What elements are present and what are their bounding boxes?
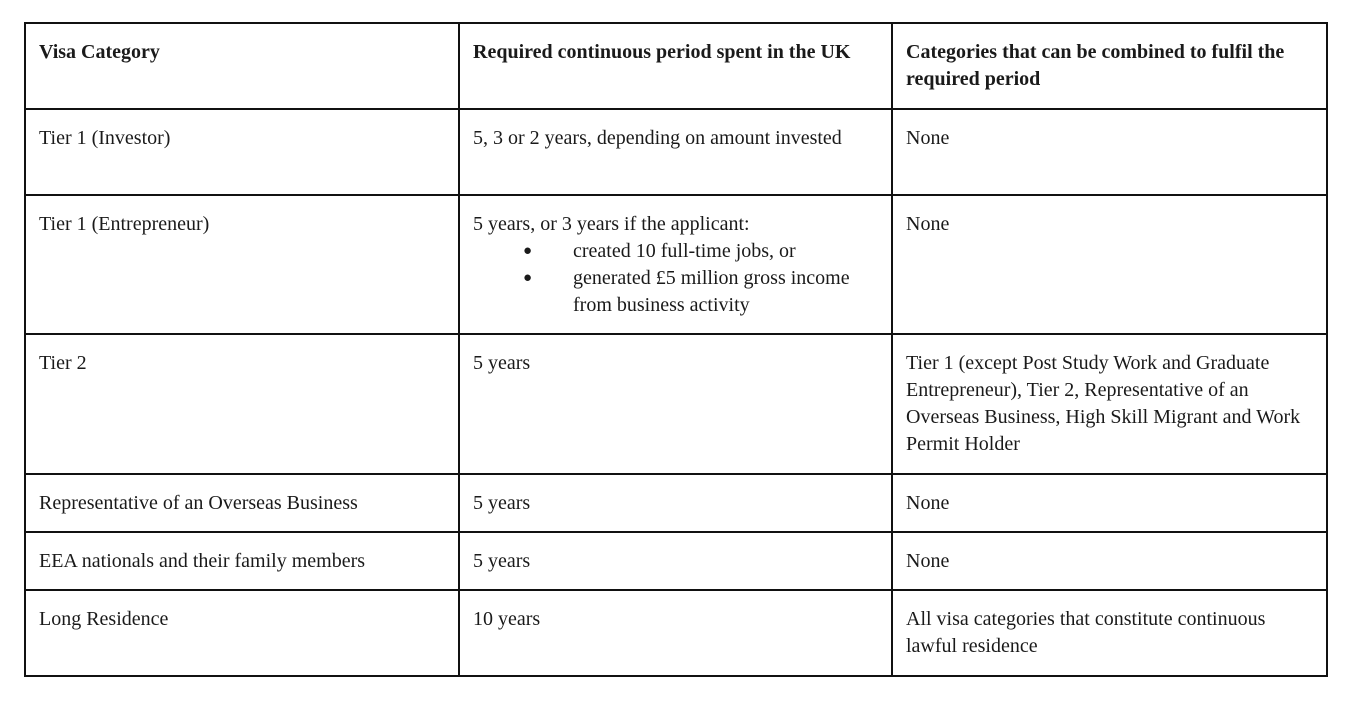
cell-visa-category: EEA nationals and their family members: [25, 532, 459, 590]
table-row: [25, 532, 1327, 590]
bullet-icon: ●: [523, 243, 533, 259]
table-row: [25, 590, 1327, 676]
list-item: [523, 265, 878, 319]
period-conditions-list: [473, 238, 878, 319]
period-intro-text: 5 years, or 3 years if the applicant:: [473, 213, 750, 235]
table-row: [25, 334, 1327, 474]
table-header-row: [25, 23, 1327, 109]
cell-combinable-categories: None: [892, 474, 1327, 532]
table-row: [25, 195, 1327, 334]
cell-combinable-categories: None: [892, 109, 1327, 195]
cell-combinable-categories: None: [892, 532, 1327, 590]
cell-combinable-categories: None: [892, 195, 1327, 334]
cell-required-period: 10 years: [459, 590, 892, 676]
header-visa-category: Visa Category: [25, 23, 459, 109]
table-row: [25, 474, 1327, 532]
cell-visa-category: Long Residence: [25, 590, 459, 676]
header-combinable-categories: Categories that can be combined to fulfil the required period: [892, 23, 1327, 109]
condition-text: generated £5 million gross income from business activity: [573, 267, 850, 316]
bullet-icon: ●: [523, 270, 533, 286]
cell-visa-category: Representative of an Overseas Business: [25, 474, 459, 532]
cell-combinable-categories: Tier 1 (except Post Study Work and Graduate Entrepreneur), Tier 2, Representative of an Overseas Business, High Skill Migrant and Work Permit Holder: [892, 334, 1327, 474]
cell-required-period: 5 years: [459, 474, 892, 532]
header-required-period: Required continuous period spent in the UK: [459, 23, 892, 109]
cell-combinable-categories: All visa categories that constitute continuous lawful residence: [892, 590, 1327, 676]
condition-text: created 10 full-time jobs, or: [573, 240, 796, 262]
visa-requirements-table: [24, 22, 1328, 677]
list-item: [523, 238, 878, 265]
cell-required-period: 5 years: [459, 532, 892, 590]
cell-required-period: [459, 195, 892, 334]
table-row: [25, 109, 1327, 195]
cell-visa-category: Tier 2: [25, 334, 459, 474]
cell-visa-category: Tier 1 (Investor): [25, 109, 459, 195]
cell-required-period: 5, 3 or 2 years, depending on amount invested: [459, 109, 892, 195]
cell-visa-category: Tier 1 (Entrepreneur): [25, 195, 459, 334]
cell-required-period: 5 years: [459, 334, 892, 474]
